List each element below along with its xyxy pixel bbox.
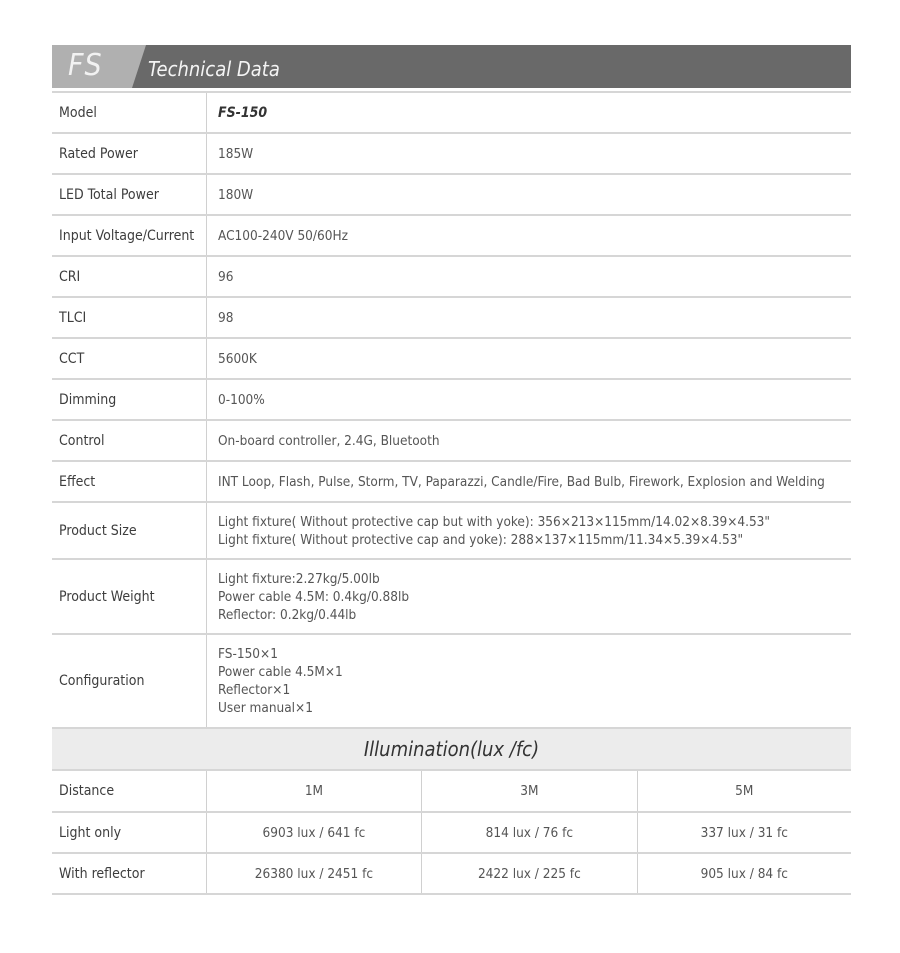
spec-value xyxy=(207,93,852,133)
spec-label: Product Weight xyxy=(52,559,207,634)
illumination-row xyxy=(52,853,851,894)
spec-label: Control xyxy=(52,420,207,461)
illumination-cell: 905 lux / 84 fc xyxy=(637,853,851,894)
spec-value xyxy=(207,338,852,379)
spec-value xyxy=(207,174,852,215)
spec-value-line: 5600K xyxy=(218,350,257,367)
illumination-title: Illumination(lux /fc) xyxy=(52,729,851,771)
spec-value-line: Light fixture:2.27kg/5.00lb xyxy=(218,570,380,587)
spec-value-line: 180W xyxy=(218,186,254,203)
illumination-label: Light only xyxy=(52,812,206,853)
spec-row xyxy=(52,379,851,420)
specs-table xyxy=(52,93,851,729)
spec-value xyxy=(207,297,852,338)
spec-value-line: 185W xyxy=(218,145,254,162)
illumination-cell: 1M xyxy=(206,771,421,812)
illumination-cell: 814 lux / 76 fc xyxy=(422,812,637,853)
spec-row xyxy=(52,461,851,502)
spec-row xyxy=(52,133,851,174)
spec-label: CRI xyxy=(52,256,207,297)
spec-value-line: Light fixture( Without protective cap but with yoke): 356×213×115mm/14.02×8.39×4.53" xyxy=(218,513,770,530)
illumination-row xyxy=(52,812,851,853)
spec-value-line: AC100-240V 50/60Hz xyxy=(218,227,348,244)
spec-row xyxy=(52,338,851,379)
spec-label: Model xyxy=(52,93,207,133)
spec-value-line: FS-150 xyxy=(218,104,268,121)
illumination-label: With reflector xyxy=(52,853,206,894)
spec-value-line: INT Loop, Flash, Pulse, Storm, TV, Paparazzi, Candle/Fire, Bad Bulb, Firework, Explosion and Welding xyxy=(218,473,825,490)
spec-value xyxy=(207,256,852,297)
spec-label: Effect xyxy=(52,461,207,502)
illumination-row xyxy=(52,771,851,812)
spec-value-line: Power cable 4.5M×1 xyxy=(218,664,343,680)
spec-value-line: Power cable 4.5M: 0.4kg/0.88lb xyxy=(218,588,410,605)
section-title: Technical Data xyxy=(148,57,280,81)
spec-value-line: User manual×1 xyxy=(218,700,313,716)
spec-row xyxy=(52,256,851,297)
spec-value-line: Reflector: 0.2kg/0.44lb xyxy=(218,606,357,623)
spec-value xyxy=(207,379,852,420)
spec-row xyxy=(52,502,851,559)
illumination-cell: 3M xyxy=(422,771,637,812)
spec-value xyxy=(207,461,852,502)
spec-row xyxy=(52,93,851,133)
illumination-cell: 337 lux / 31 fc xyxy=(637,812,851,853)
spec-row xyxy=(52,559,851,634)
spec-label: Configuration xyxy=(52,634,207,728)
spec-value-line: 98 xyxy=(218,309,234,326)
spec-label: Input Voltage/Current xyxy=(52,215,207,256)
spec-value-line: 96 xyxy=(218,268,234,285)
spec-label: Product Size xyxy=(52,502,207,559)
spec-value-line: FS-150×1 xyxy=(218,646,278,662)
spec-row xyxy=(52,420,851,461)
series-badge-label: FS xyxy=(68,48,103,83)
section-header xyxy=(52,45,851,88)
illumination-table xyxy=(52,771,851,895)
spec-value xyxy=(207,634,852,728)
spec-label: TLCI xyxy=(52,297,207,338)
spec-value xyxy=(207,133,852,174)
spec-value-line: Reflector×1 xyxy=(218,682,291,698)
spec-label: CCT xyxy=(52,338,207,379)
spec-label: LED Total Power xyxy=(52,174,207,215)
illumination-cell: 6903 lux / 641 fc xyxy=(206,812,421,853)
spec-row xyxy=(52,215,851,256)
technical-data-sheet xyxy=(52,45,851,895)
illumination-cell: 2422 lux / 225 fc xyxy=(422,853,637,894)
spec-value xyxy=(207,420,852,461)
spec-row xyxy=(52,174,851,215)
illumination-cell: 26380 lux / 2451 fc xyxy=(206,853,421,894)
spec-value-line: On-board controller, 2.4G, Bluetooth xyxy=(218,432,440,449)
illumination-cell: 5M xyxy=(637,771,851,812)
spec-value-line: Light fixture( Without protective cap and yoke): 288×137×115mm/11.34×5.39×4.53" xyxy=(218,531,744,548)
spec-label: Dimming xyxy=(52,379,207,420)
spec-label: Rated Power xyxy=(52,133,207,174)
spec-value xyxy=(207,502,852,559)
spec-row xyxy=(52,634,851,728)
spec-value-line: 0-100% xyxy=(218,391,265,408)
spec-row xyxy=(52,297,851,338)
illumination-label: Distance xyxy=(52,771,206,812)
spec-value xyxy=(207,559,852,634)
spec-value xyxy=(207,215,852,256)
